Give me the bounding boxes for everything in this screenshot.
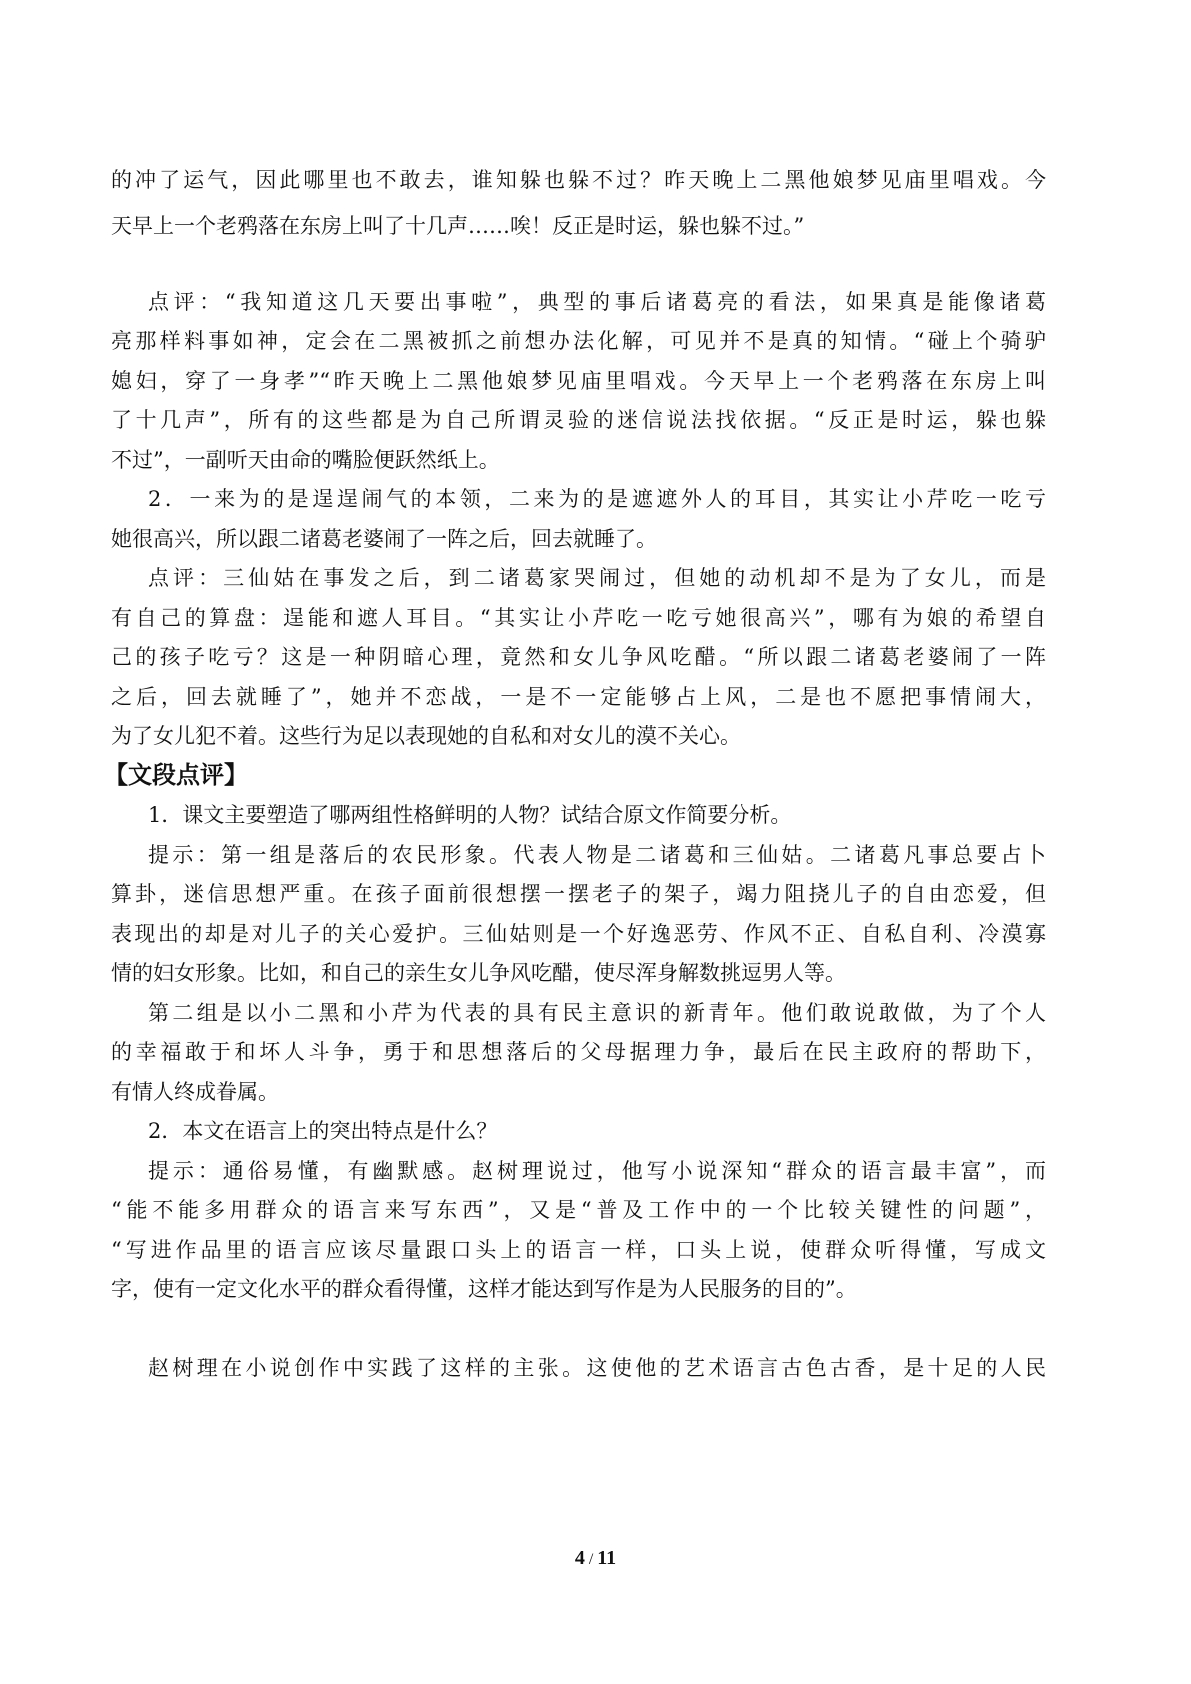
section-heading: 【文段点评】: [104, 761, 248, 789]
text-line: 赵树理在小说创作中实践了这样的主张。这使他的艺术语言古色古香，是十足的人民: [148, 1356, 1046, 1380]
text-line: 表现出的却是对儿子的关心爱护。三仙姑则是一个好逸恶劳、作风不正、自私自利、冷漠寡: [111, 922, 1046, 946]
text-line: 她很高兴，所以跟二诸葛老婆闹了一阵之后，回去就睡了。: [111, 527, 657, 551]
text-line: 的幸福敢于和坏人斗争，勇于和思想落后的父母据理力争，最后在民主政府的帮助下，: [111, 1040, 1046, 1064]
text-line: 有情人终成眷属。: [111, 1080, 279, 1104]
text-line: 不过”，一副听天由命的嘴脸便跃然纸上。: [111, 448, 500, 472]
text-line: “写进作品里的语言应该尽量跟口头上的语言一样，口头上说，使群众听得懂，写成文: [111, 1238, 1046, 1262]
text-line: 情的妇女形象。比如，和自己的亲生女儿争风吃醋，使尽浑身解数挑逗男人等。: [111, 961, 846, 985]
text-line: 字，使有一定文化水平的群众看得懂，这样才能达到写作是为人民服务的目的”。: [111, 1277, 857, 1301]
text-line: 第二组是以小二黑和小芹为代表的具有民主意识的新青年。他们敢说敢做，为了个人: [148, 1001, 1046, 1025]
page-current: 4: [574, 1547, 585, 1569]
page-total: 11: [597, 1547, 617, 1569]
text-line: 算卦，迷信思想严重。在孩子面前很想摆一摆老子的架子，竭力阻挠儿子的自由恋爱，但: [111, 882, 1046, 906]
text-line: 媳妇，穿了一身孝”“昨天晚上二黑他娘梦见庙里唱戏。今天早上一个老鸦落在东房上叫: [111, 369, 1046, 393]
text-line: 亮那样料事如神，定会在二黑被抓之前想办法化解，可见并不是真的知情。“碰上个骑驴: [111, 329, 1046, 353]
text-line: 2．一来为的是逞逞闹气的本领，二来为的是遮遮外人的耳目，其实让小芹吃一吃亏: [148, 487, 1046, 511]
text-line: 点评：三仙姑在事发之后，到二诸葛家哭闹过，但她的动机却不是为了女儿，而是: [148, 566, 1046, 590]
text-line: 有自己的算盘：逞能和遮人耳目。“其实让小芹吃一吃亏她很高兴”，哪有为娘的希望自: [111, 606, 1046, 630]
text-line: 点评：“我知道这几天要出事啦”，典型的事后诸葛亮的看法，如果真是能像诸葛: [148, 290, 1046, 314]
text-line: 了十几声”，所有的这些都是为自己所谓灵验的迷信说法找依据。“反正是时运，躲也躲: [111, 408, 1046, 432]
text-line: 天早上一个老鸦落在东房上叫了十几声……唉！反正是时运，躲也躲不过。”: [111, 214, 805, 238]
text-line: 己的孩子吃亏？这是一种阴暗心理，竟然和女儿争风吃醋。“所以跟二诸葛老婆闹了一阵: [111, 645, 1046, 669]
question-line: 2．本文在语言上的突出特点是什么？: [148, 1119, 498, 1143]
text-line: 之后，回去就睡了”，她并不恋战，一是不一定能够占上风，二是也不愿把事情闹大，: [111, 685, 1046, 709]
text-line: 提示：通俗易懂，有幽默感。赵树理说过，他写小说深知“群众的语言最丰富”，而: [148, 1159, 1046, 1183]
question-line: 1．课文主要塑造了哪两组性格鲜明的人物？试结合原文作简要分析。: [148, 803, 792, 827]
page-separator: /: [584, 1551, 598, 1568]
text-line: 的冲了运气，因此哪里也不敢去，谁知躲也躲不过？昨天晚上二黑他娘梦见庙里唱戏。今: [111, 168, 1046, 192]
text-line: 提示：第一组是落后的农民形象。代表人物是二诸葛和三仙姑。二诸葛凡事总要占卜: [148, 843, 1046, 867]
page-number: [0, 1547, 1191, 1570]
text-line: “能不能多用群众的语言来写东西”，又是“普及工作中的一个比较关键性的问题”，: [111, 1198, 1046, 1222]
text-line: 为了女儿犯不着。这些行为足以表现她的自私和对女儿的漠不关心。: [111, 724, 741, 748]
